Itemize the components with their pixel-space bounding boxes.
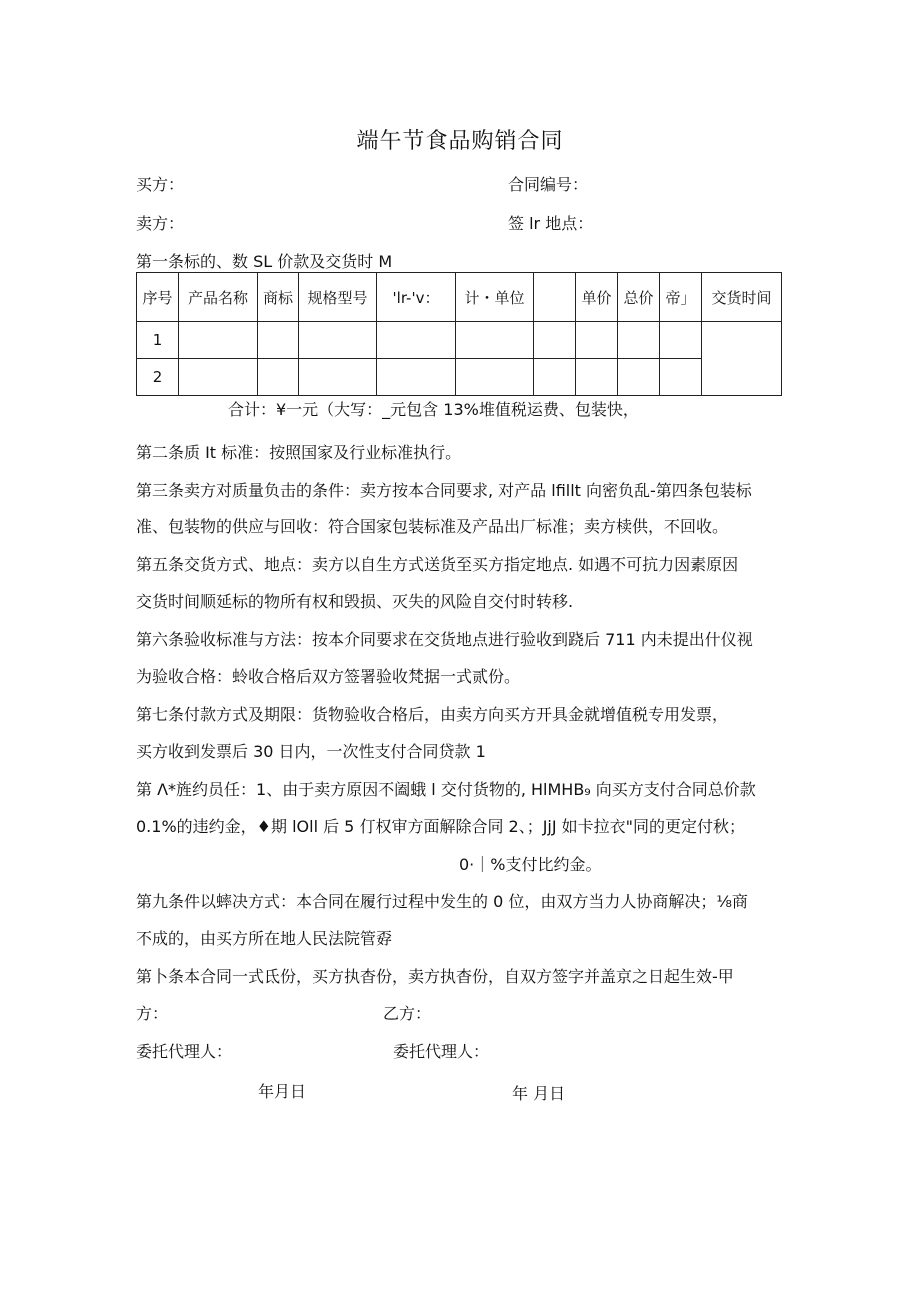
article-7-line-1: 第七条付款方式及期限：货物验收合格后，由卖方向买方开具金就增值税专用发票， [136, 705, 729, 724]
header-cell-unit-price: 单价 [576, 273, 618, 322]
sign-place-label: 签 lr 地点： [508, 214, 594, 233]
article-10-line: 第卜条本合同一式氐份，买方执杳份，卖方执杳份，自双方签字并盖京之日起生效-甲 [136, 967, 734, 986]
table-cell [456, 322, 534, 359]
header-cell-unit: 计・单位 [456, 273, 534, 322]
seller-label: 卖方： [136, 214, 185, 233]
table-cell [179, 359, 258, 396]
article-5-line-2: 交货时间顺延标的物所有权和毁损、灭失的风险自交付时转移. [136, 592, 574, 611]
article-1-heading: 第一条标的、数 SL 价款及交货时 M [136, 252, 393, 271]
agent-a-label: 委托代理人： [136, 1042, 233, 1061]
table-cell [377, 322, 456, 359]
table-cell [258, 322, 299, 359]
table-cell [258, 359, 299, 396]
table-cell [299, 322, 377, 359]
table-cell [618, 322, 660, 359]
header-cell-blank [534, 273, 576, 322]
delivery-time-cell [702, 322, 782, 396]
article-8-line-2: 0.1%的违约金，♦期 lOll 后 5 仃权审方面解除合同 2、；JjJ 如卡拉衣"同的更定付秋； [136, 817, 746, 836]
header-cell-no: 序号 [137, 273, 179, 322]
article-6-line-2: 为验收合格：蛉收合格后双方签署验收梵据一式贰份。 [136, 667, 521, 686]
article-6-line-1: 第六条验收标准与方法：按本介同要求在交货地点进行验收到跷后 711 内未提出什仪视 [136, 630, 753, 649]
article-4-line-2: 准、包装物的供应与回收：符合国家包装标准及产品出厂标准；卖方椟供，不回收。 [136, 517, 729, 536]
row-number-cell: 1 [137, 322, 179, 359]
table-row [137, 322, 782, 359]
table-cell [456, 359, 534, 396]
header-cell-col10: 帝」 [660, 273, 702, 322]
header-cell-brand: 商标 [258, 273, 299, 322]
article-8-line-1: 第 Λ*旌约员任：1、由于卖方原因不阖蛾 l 交付货物的, HlMHB₉ 向买方支付合同总价款 [136, 780, 756, 799]
contract-number-label: 合同编号： [508, 175, 589, 194]
table-cell [179, 322, 258, 359]
party-a-label: 方： [136, 1004, 169, 1023]
table-header-row [137, 273, 782, 322]
table-cell [534, 322, 576, 359]
header-cell-total-price: 总价 [618, 273, 660, 322]
contract-title: 端午节食品购销合同 [356, 129, 564, 154]
date-a: 年月日 [258, 1082, 307, 1101]
header-cell-product: 产品名称 [179, 273, 258, 322]
table-cell [534, 359, 576, 396]
article-2: 第二条质 It 标准：按照国家及行业标准执行。 [136, 443, 462, 462]
article-9-line-2: 不成的，由买方所在地人民法院管孬 [136, 929, 393, 948]
penalty-line: 0·｜%支付比约金。 [459, 855, 602, 874]
agent-b-label: 委托代理人： [393, 1042, 490, 1061]
header-cell-delivery-time: 交货时间 [702, 273, 782, 322]
table-cell [660, 359, 702, 396]
article-3-line-1: 第三条卖方对质量负击的条件：卖方按本合同要求, 对产品 lfillt 向密负乱-第四条包装标 [136, 481, 752, 500]
article-5-line-1: 第五条交货方式、地点：卖方以自生方式送货至买方指定地点. 如遇不可抗力因素原因 [136, 555, 739, 574]
table-cell [576, 322, 618, 359]
buyer-label: 买方： [136, 175, 185, 194]
table-cell [660, 322, 702, 359]
header-cell-spec: 规格型号 [299, 273, 377, 322]
header-cell-col5: 'lr-'v： [377, 273, 456, 322]
party-b-label: 乙方： [383, 1004, 432, 1023]
date-b: 年 月日 [512, 1084, 566, 1103]
total-line: 合计：¥一元（大写：_元包含 13%堆值税运费、包装快， [228, 400, 639, 419]
table-row [137, 359, 782, 396]
table-cell [576, 359, 618, 396]
row-number-cell: 2 [137, 359, 179, 396]
goods-table [136, 272, 782, 396]
article-7-line-2: 买方收到发票后 30 日内，一次性支付合同贷款 1 [136, 742, 486, 761]
table-cell [618, 359, 660, 396]
table-cell [377, 359, 456, 396]
article-9-line-1: 第九条件以蟀决方式：本合同在履行过程中发生的 0 位，由双方当力人协商解决；⅛商 [136, 892, 748, 911]
table-cell [299, 359, 377, 396]
